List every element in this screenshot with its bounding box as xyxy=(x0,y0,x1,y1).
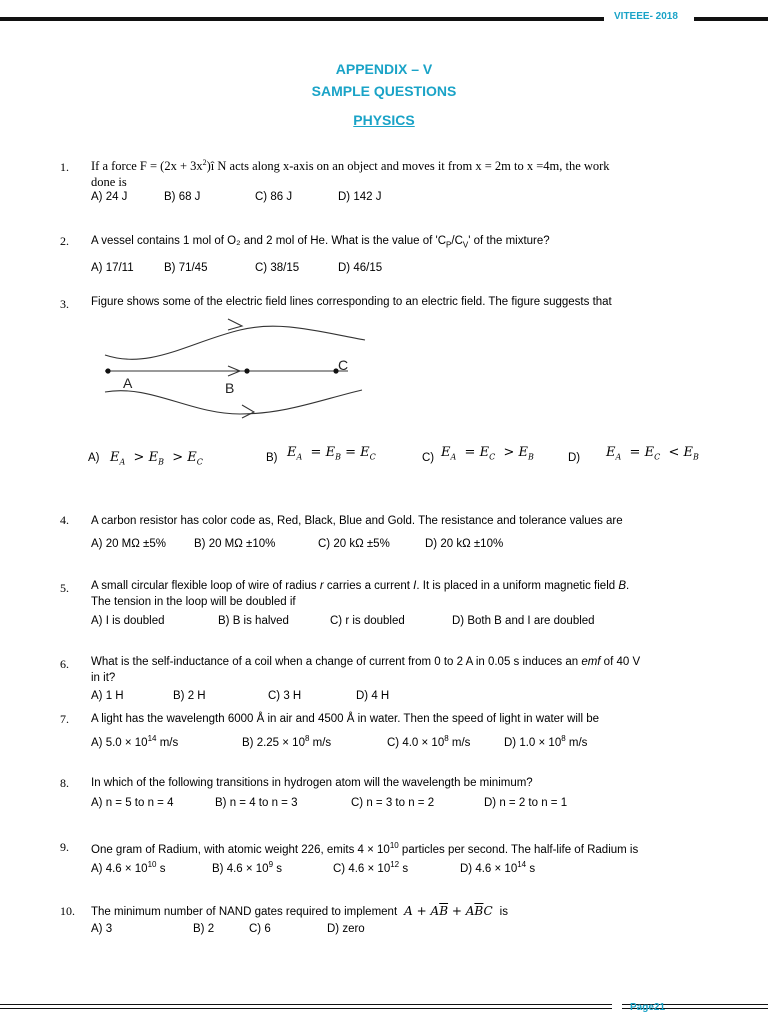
q6-option-b: B) 2 H xyxy=(173,690,206,702)
q2-option-a: A) 17/11 xyxy=(91,262,134,274)
q2-text-tail: /C xyxy=(451,235,463,247)
q9-option-d: D) $4.6 \times 10^{14}$ s xyxy=(460,860,536,875)
q8-option-b: B) n = 4 to n = 3 xyxy=(215,797,298,809)
q5-option-c: C) r is doubled xyxy=(330,615,405,627)
label-c: C xyxy=(338,357,349,373)
q5-text-line2: The tension in the loop will be doubled if xyxy=(91,596,296,608)
question-number: 8. xyxy=(60,776,69,790)
arrow-icon xyxy=(242,405,254,418)
subject-label: PHYSICS xyxy=(353,112,415,128)
question-number: 3. xyxy=(60,297,69,311)
q4-option-d: D) 20 kΩ ±10% xyxy=(425,538,504,550)
question-number: 7. xyxy=(60,712,69,726)
q2-text: A vessel contains 1 mol of O₂ and 2 mol of He. What is the value of 'C xyxy=(91,235,447,247)
q10-expression: $A + A\overline{B} + A\overline{B}C$ xyxy=(400,904,497,918)
q2-option-b: B) 71/45 xyxy=(164,262,208,274)
q1-text-a: If a force F = (2x + 3x xyxy=(91,159,203,174)
q7-option-c: C) $4.0 \times 10^8$ m/s xyxy=(387,734,471,749)
q10-option-a: A) 3 xyxy=(91,923,113,935)
q5-i: I xyxy=(413,580,417,592)
q6-emf: emf xyxy=(581,656,601,668)
question-3-text: Figure shows some of the electric field lines corresponding to an electric field. The figure suggests that xyxy=(91,296,612,308)
question-number: 9. xyxy=(60,840,69,854)
q2-option-d: D) 46/15 xyxy=(338,262,383,274)
q9-option-c: C) $4.6 \times 10^{12}$ s xyxy=(333,860,409,875)
question-number: 4. xyxy=(60,513,69,527)
question-4-text: A carbon resistor has color code as, Red, Black, Blue and Gold. The resistance and tolerance values are xyxy=(91,515,623,527)
q6-option-a: A) 1 H xyxy=(91,690,124,702)
header-rule-right xyxy=(694,17,768,21)
section-heading: SAMPLE QUESTIONS xyxy=(311,83,457,99)
q1-text-c: done is xyxy=(91,175,127,190)
page-number: Page21 xyxy=(630,1002,666,1013)
q3-option-a-label: A) xyxy=(88,452,100,464)
question-5-text xyxy=(91,578,691,610)
q2-text-end: ' of the mixture? xyxy=(468,235,550,247)
q3-option-a-math: $E_A > E_B > E_C$ xyxy=(110,450,203,467)
q6-text-line2: in it? xyxy=(91,672,116,684)
q6-text-b: of 40 V xyxy=(600,656,641,668)
q1-option-d: D) 142 J xyxy=(338,191,382,203)
q7-option-b: B) $2.25 \times 10^8$ m/s xyxy=(242,734,332,749)
q2-option-c: C) 38/15 xyxy=(255,262,300,274)
q10-option-c: C) 6 xyxy=(249,923,271,935)
question-9-text xyxy=(91,838,691,858)
q1-option-b: B) 68 J xyxy=(164,191,201,203)
q1-option-a: A) 24 J xyxy=(91,191,128,203)
arrow-icon xyxy=(228,319,242,330)
q9-option-a: A) $4.6 \times 10^{10}$ s xyxy=(91,860,166,875)
footer-rule xyxy=(0,1004,612,1005)
question-7-text: A light has the wavelength 6000 Å in air and 4500 Å in water. Then the speed of light in water will be xyxy=(91,713,600,725)
q8-option-c: C) n = 3 to n = 2 xyxy=(351,797,435,809)
question-number: 6. xyxy=(60,657,69,671)
q3-option-b-label: B) xyxy=(266,452,278,464)
q1-text-b: )î N acts along x-axis on an object and moves it from x = 2m to x =4m, the work xyxy=(206,159,610,174)
field-line-top xyxy=(105,326,365,359)
header-tag: VITEEE- 2018 xyxy=(614,11,678,22)
label-a: A xyxy=(123,375,133,391)
q10-option-d: D) zero xyxy=(327,923,365,935)
q4-option-c: C) 20 kΩ ±5% xyxy=(318,538,390,550)
q5-option-b: B) B is halved xyxy=(218,615,289,627)
q10-text-end: is xyxy=(499,906,508,918)
subject-title xyxy=(0,112,768,128)
question-number: 2. xyxy=(60,234,69,248)
q5-text-d: . xyxy=(626,580,630,592)
q7-option-a: A) $5.0 \times 10^{14}$ m/s xyxy=(91,734,179,749)
question-number: 5. xyxy=(60,581,69,595)
q9-text-b: particles per second. The half-life of Radium is xyxy=(398,843,639,856)
q4-option-b: B) 20 MΩ ±10% xyxy=(194,538,276,550)
question-number: 1. xyxy=(60,160,69,174)
q9-exp: 10 xyxy=(389,841,399,850)
q1-option-c: C) 86 J xyxy=(255,191,293,203)
q8-option-a: A) n = 5 to n = 4 xyxy=(91,797,174,809)
q3-option-d-label: D) xyxy=(568,452,581,464)
q3-option-c-math: $E_A = E_C > E_B$ xyxy=(441,445,534,462)
footer-rule xyxy=(0,1008,612,1009)
q5-option-d: D) Both B and I are doubled xyxy=(452,615,595,627)
q5-text-c: . It is placed in a uniform magnetic field xyxy=(416,580,619,592)
q3-option-b-math: $E_A = E_B = E_C$ xyxy=(287,445,376,462)
q5-option-a: A) I is doubled xyxy=(91,615,165,627)
q4-option-a: A) 20 MΩ ±5% xyxy=(91,538,166,550)
question-8-text: In which of the following transitions in hydrogen atom will the wavelength be minimum? xyxy=(91,777,533,789)
q5-text-a: A small circular flexible loop of wire of radius xyxy=(91,580,320,592)
electric-field-figure xyxy=(100,312,370,422)
question-2-text: A vessel contains 1 mol of O₂ and 2 mol of He. What is the value of '$C_P/C_V$' of the mixture? xyxy=(91,235,550,250)
q9-text-a: One gram of Radium, with atomic weight 226, emits 4 × 10 xyxy=(91,843,390,856)
q3-option-c-label: C) xyxy=(422,452,435,464)
q6-option-c: C) 3 H xyxy=(268,690,302,702)
point-a xyxy=(105,368,110,373)
question-1-text: If a force $F = (2x + 3x^2)î$ N acts along x-axis on an object and moves it from x = 2m to x =4m, the work done is xyxy=(91,158,610,190)
question-10-text xyxy=(91,903,691,920)
q6-option-d: D) 4 H xyxy=(356,690,390,702)
q9-option-b: B) $4.6 \times 10^9$ s xyxy=(212,860,282,875)
q3-option-d-math: $E_A = E_C < E_B$ xyxy=(606,445,699,462)
question-6-text xyxy=(91,654,691,686)
header-rule xyxy=(0,17,604,21)
q5-b: B xyxy=(618,580,627,592)
q10-text: The minimum number of NAND gates required to implement xyxy=(91,906,398,918)
q10-option-b: B) 2 xyxy=(193,923,215,935)
q5-r: r xyxy=(319,580,324,592)
q8-option-d: D) n = 2 to n = 1 xyxy=(484,797,568,809)
q7-option-d: D) $1.0 \times 10^8$ m/s xyxy=(504,734,588,749)
q5-text-b: carries a current xyxy=(323,580,414,592)
q6-text-a: What is the self-inductance of a coil when a change of current from 0 to 2 A in 0.05 s induces an xyxy=(91,656,582,668)
appendix-title: APPENDIX – V xyxy=(335,61,433,77)
point-b xyxy=(244,368,249,373)
label-b: B xyxy=(225,380,235,396)
question-number: 10. xyxy=(60,904,75,918)
